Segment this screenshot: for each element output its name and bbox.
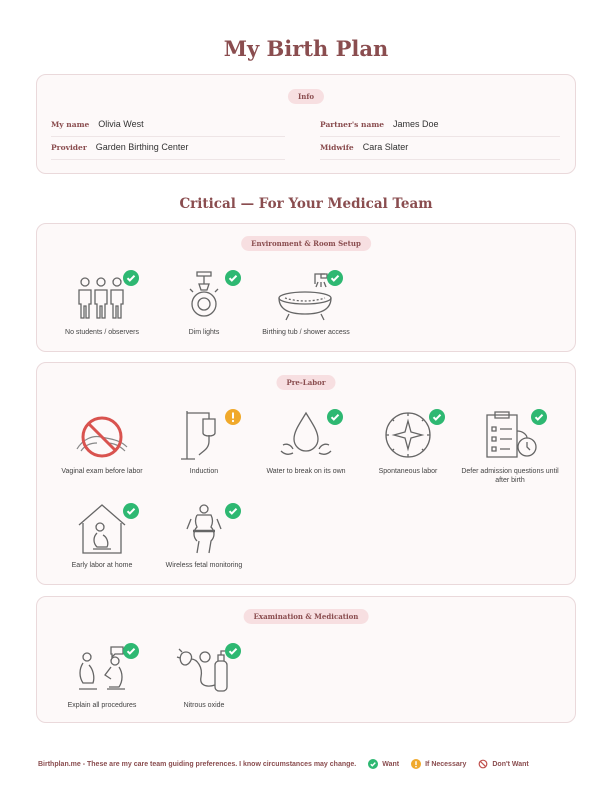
item-water-break[interactable] xyxy=(251,409,361,476)
my-name-field[interactable] xyxy=(51,119,285,137)
if-necessary-icon xyxy=(411,759,421,769)
my-name-label: My name xyxy=(51,120,90,129)
dont-want-icon xyxy=(478,759,488,769)
item-vaginal-exam[interactable] xyxy=(47,409,157,476)
item-label: Nitrous oxide xyxy=(183,702,225,709)
want-check-icon xyxy=(327,409,343,425)
item-early-labor-home[interactable] xyxy=(47,503,157,570)
item-label: Early labor at home xyxy=(71,562,133,569)
prelabor-card xyxy=(36,362,576,585)
want-check-icon xyxy=(225,270,241,286)
environment-card xyxy=(36,223,576,352)
examination-card xyxy=(36,596,576,723)
item-explain-procedures[interactable] xyxy=(47,643,157,710)
want-check-icon xyxy=(429,409,445,425)
provider-label: Provider xyxy=(51,143,87,152)
no-exam-icon xyxy=(73,409,131,461)
item-label: No students / observers xyxy=(65,329,139,336)
item-wireless-monitoring[interactable] xyxy=(149,503,259,570)
item-label: Dim lights xyxy=(188,329,220,336)
partner-name-label: Partner's name xyxy=(320,120,385,129)
info-card xyxy=(36,74,576,174)
item-label: Explain all procedures xyxy=(67,702,137,709)
item-dim-lights[interactable] xyxy=(149,270,259,337)
info-pill: Info xyxy=(288,89,324,104)
legend-necessary-label: If Necessary xyxy=(425,760,467,768)
legend-want xyxy=(368,759,399,769)
page-title: My Birth Plan xyxy=(223,36,389,61)
footer xyxy=(38,759,576,769)
legend-dont-label: Don't Want xyxy=(492,760,529,768)
item-label: Spontaneous labor xyxy=(378,468,438,475)
want-check-icon xyxy=(327,270,343,286)
item-label: Vaginal exam before labor xyxy=(61,468,143,475)
item-nitrous-oxide[interactable] xyxy=(149,643,259,710)
want-check-icon xyxy=(225,503,241,519)
item-no-students[interactable] xyxy=(47,270,157,337)
item-label: Defer admission questions until after birth xyxy=(461,468,559,484)
want-check-icon xyxy=(123,503,139,519)
environment-pill: Environment & Room Setup xyxy=(241,236,371,251)
legend-necessary xyxy=(411,759,466,769)
item-spontaneous-labor[interactable] xyxy=(353,409,463,476)
prelabor-pill: Pre-Labor xyxy=(276,375,335,390)
want-check-icon xyxy=(123,270,139,286)
provider-value: Garden Birthing Center xyxy=(95,142,189,152)
critical-heading: Critical — For Your Medical Team xyxy=(179,196,433,212)
item-induction[interactable] xyxy=(149,409,259,476)
legend-want-label: Want xyxy=(382,760,400,768)
legend-dont xyxy=(478,759,528,769)
midwife-field[interactable] xyxy=(320,142,560,160)
footer-note: Birthplan.me - These are my care team guiding preferences. I know circumstances may change. xyxy=(38,760,357,768)
partner-name-field[interactable] xyxy=(320,119,560,137)
item-label: Water to break on its own xyxy=(266,468,346,475)
want-check-icon xyxy=(368,759,378,769)
item-label: Induction xyxy=(189,468,219,475)
item-label: Birthing tub / shower access xyxy=(262,329,350,336)
want-check-icon xyxy=(531,409,547,425)
want-check-icon xyxy=(225,643,241,659)
if-necessary-icon xyxy=(225,409,241,425)
want-check-icon xyxy=(123,643,139,659)
item-birthing-tub[interactable] xyxy=(251,270,361,337)
item-defer-admission[interactable] xyxy=(455,409,565,485)
item-label: Wireless fetal monitoring xyxy=(165,562,243,569)
midwife-label: Midwife xyxy=(320,143,354,152)
my-name-value: Olivia West xyxy=(98,119,144,129)
examination-pill: Examination & Medication xyxy=(244,609,369,624)
provider-field[interactable] xyxy=(51,142,285,160)
midwife-value: Cara Slater xyxy=(362,142,409,152)
partner-name-value: James Doe xyxy=(393,119,439,129)
